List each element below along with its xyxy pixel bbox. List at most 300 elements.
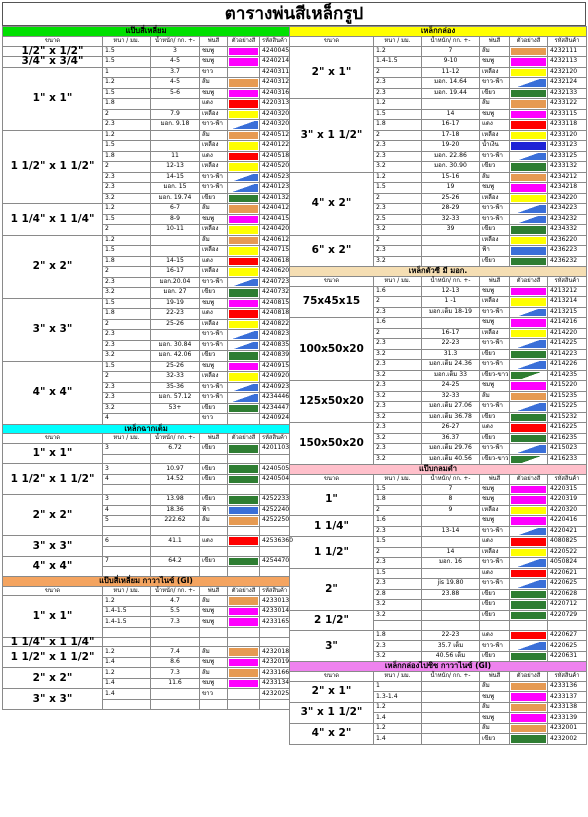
weight-cell	[422, 600, 480, 611]
size-cell: 4" x 2"	[290, 172, 374, 235]
color-name-cell: ขาว-ฟ้า	[480, 526, 510, 537]
color-swatch	[511, 361, 546, 369]
color-swatch-cell	[510, 702, 548, 713]
color-name-cell: ขาว-ฟ้า	[480, 641, 510, 652]
table-row	[3, 668, 290, 679]
product-code-cell: 4232002	[548, 734, 587, 745]
color-swatch-cell	[510, 318, 548, 329]
color-swatch	[511, 414, 546, 422]
table-row	[290, 318, 587, 329]
color-swatch-cell	[510, 713, 548, 724]
color-swatch-cell	[510, 734, 548, 745]
thickness-cell: 2.3	[374, 339, 422, 350]
table-row	[290, 172, 587, 183]
color-swatch	[511, 288, 546, 296]
product-code-cell: 4240412	[260, 204, 290, 215]
header-thick: หนา / มม.	[103, 36, 151, 46]
product-code-cell: 4201103	[260, 444, 290, 455]
color-swatch	[229, 669, 258, 677]
color-swatch-cell	[228, 277, 260, 288]
color-swatch	[229, 226, 258, 234]
product-code-cell: 4216235	[548, 433, 587, 444]
weight-cell: 22-23	[422, 630, 480, 641]
weight-cell	[422, 621, 480, 631]
size-cell: 125x50x20	[290, 381, 374, 423]
product-code-cell	[260, 546, 290, 556]
color-swatch	[229, 394, 258, 402]
thickness-cell	[103, 627, 151, 637]
header-color: พ่นสี	[480, 276, 510, 286]
weight-cell: 35.7 เต็ม	[422, 641, 480, 652]
table-row	[3, 361, 290, 372]
color-swatch	[229, 415, 258, 423]
header-size: ขนาด	[290, 474, 374, 484]
weight-cell	[422, 692, 480, 703]
weight-cell: 36.37	[422, 433, 480, 444]
color-name-cell: เขียว	[480, 433, 510, 444]
color-name-cell: ขาว-ฟ้า	[480, 78, 510, 89]
color-swatch-cell	[510, 381, 548, 392]
thickness-cell: 1.8	[374, 120, 422, 131]
color-swatch-cell	[510, 402, 548, 413]
thickness-cell: 1.4-1.5	[103, 606, 151, 617]
product-code-cell: 4214225	[548, 339, 587, 350]
thickness-cell: 1.8	[103, 99, 151, 110]
color-swatch	[229, 558, 258, 566]
color-swatch-cell	[510, 235, 548, 246]
color-swatch-cell	[510, 681, 548, 692]
thickness-cell: 1.4	[103, 657, 151, 668]
header-thick: หนา / มม.	[103, 586, 151, 596]
table-row	[3, 647, 290, 658]
color-swatch-cell	[510, 57, 548, 68]
weight-cell	[422, 723, 480, 734]
table-row	[3, 536, 290, 547]
color-name-cell: ส้ม	[480, 681, 510, 692]
weight-cell: 39	[422, 225, 480, 236]
weight-cell: มอก. 30.90	[422, 162, 480, 173]
color-swatch	[511, 330, 546, 338]
color-swatch	[511, 142, 546, 150]
table-row	[290, 99, 587, 110]
weight-cell	[151, 627, 200, 637]
product-code-cell: 4240415	[260, 214, 290, 225]
color-name-cell: แดง	[200, 256, 228, 267]
weight-cell: มอก.เต็ม 40.56	[422, 454, 480, 465]
product-code-cell: 4233139	[548, 713, 587, 724]
weight-cell: 16-17	[422, 328, 480, 339]
product-code-cell: 4232001	[548, 723, 587, 734]
table-row	[3, 556, 290, 567]
header-weight: น้ำหนัก/ กก. +-	[422, 474, 480, 484]
table-row	[3, 596, 290, 607]
product-code-cell	[260, 485, 290, 495]
color-swatch	[229, 363, 258, 371]
color-swatch-cell	[510, 558, 548, 569]
product-code-cell: 4220421	[548, 526, 587, 537]
thickness-cell: 3.2	[103, 193, 151, 204]
weight-cell: 9-10	[422, 57, 480, 68]
weight-cell: มอก.เต็ม 29.76	[422, 444, 480, 455]
thickness-cell	[103, 454, 151, 464]
color-swatch-cell	[228, 141, 260, 152]
product-code-cell: 4220729	[548, 610, 587, 621]
color-swatch-cell	[510, 412, 548, 423]
color-name-cell: แดง	[480, 568, 510, 579]
weight-cell: 6-7	[151, 204, 200, 215]
color-name-cell: ขาว-ฟ้า	[200, 172, 228, 183]
color-swatch	[511, 111, 546, 119]
thickness-cell: 1.5	[374, 537, 422, 548]
weight-cell	[422, 516, 480, 527]
color-swatch-cell	[228, 319, 260, 330]
color-name-cell: ชมพู	[480, 109, 510, 120]
thickness-cell: 1.6	[374, 516, 422, 527]
section-title: เหล็กตัวซี มี มอก.	[290, 267, 587, 277]
thickness-cell: 3.2	[374, 454, 422, 465]
header-row	[290, 276, 587, 286]
color-swatch-cell	[510, 141, 548, 152]
table-row	[290, 610, 587, 621]
color-swatch	[229, 132, 258, 140]
weight-cell	[422, 568, 480, 579]
color-name-cell: ฟ้า	[480, 246, 510, 257]
color-swatch-cell	[228, 393, 260, 404]
product-code-cell	[260, 637, 290, 647]
product-code-cell: 4234212	[548, 172, 587, 183]
thickness-cell: 6	[103, 536, 151, 547]
color-swatch	[229, 289, 258, 297]
thickness-cell: 2	[374, 297, 422, 308]
size-cell: 2" x 2"	[3, 495, 103, 536]
color-name-cell: เขียว	[200, 403, 228, 414]
product-code-cell: 4232124	[548, 78, 587, 89]
color-name-cell: ฟ้า	[200, 505, 228, 516]
color-swatch-cell	[228, 382, 260, 393]
color-swatch-cell	[228, 183, 260, 194]
section-title-row	[3, 576, 290, 586]
product-code-cell: 4220621	[548, 568, 587, 579]
thickness-cell: 1.5	[103, 298, 151, 309]
section-title: เหล็กฉากเต็ม	[3, 424, 290, 434]
product-code-cell: 4233132	[548, 162, 587, 173]
product-code-cell: 42536360	[260, 536, 290, 547]
header-swatch: ตัวอย่างสี	[510, 672, 548, 682]
header-code: รหัสสินค้า	[260, 586, 290, 596]
product-code-cell: 4234447	[260, 403, 290, 414]
product-code-cell: 4240420	[260, 225, 290, 236]
color-swatch-cell	[510, 391, 548, 402]
color-swatch	[229, 237, 258, 245]
product-code-cell	[260, 454, 290, 464]
color-name-cell: แดง	[200, 536, 228, 547]
color-swatch-cell	[228, 46, 260, 57]
weight-cell: มอก.เต็ม 33	[422, 370, 480, 381]
size-cell: 1" x 1"	[3, 67, 103, 130]
thickness-cell: 3.2	[103, 403, 151, 414]
header-weight: น้ำหนัก/ กก. +-	[151, 586, 200, 596]
color-swatch	[511, 704, 546, 712]
color-name-cell: ชมพู	[200, 361, 228, 372]
color-name-cell: เขียว	[480, 225, 510, 236]
color-swatch	[511, 538, 546, 546]
color-swatch	[511, 351, 546, 359]
color-swatch-cell	[510, 162, 548, 173]
weight-cell: 35-36	[151, 382, 200, 393]
left-column	[2, 26, 294, 710]
color-name-cell: เขียว	[200, 464, 228, 475]
color-name-cell: เหลือง	[200, 141, 228, 152]
color-name-cell: เหลือง	[200, 109, 228, 120]
weight-cell	[151, 141, 200, 152]
color-name-cell: ชมพู	[200, 57, 228, 68]
color-swatch-cell	[228, 309, 260, 320]
table-row	[3, 444, 290, 455]
color-swatch	[229, 174, 258, 182]
thickness-cell: 2.3	[374, 444, 422, 455]
product-code-cell: 4220625	[548, 641, 587, 652]
color-swatch	[511, 653, 546, 661]
size-cell: 3" x 3"	[3, 689, 103, 709]
color-swatch-cell	[228, 505, 260, 516]
thickness-cell	[103, 546, 151, 556]
color-name-cell: ชมพู	[480, 318, 510, 329]
header-weight: น้ำหนัก/ กก. +-	[422, 276, 480, 286]
product-code-cell: 4240915	[260, 361, 290, 372]
color-name-cell: เหลือง	[200, 162, 228, 173]
color-name-cell: เหลือง	[480, 193, 510, 204]
thickness-cell: 2.3	[374, 558, 422, 569]
color-swatch	[229, 352, 258, 360]
color-name-cell: ขาว-ฟ้า	[480, 444, 510, 455]
color-swatch-cell	[228, 596, 260, 607]
size-cell: 1 1/2" x 1 1/2"	[3, 130, 103, 204]
weight-cell	[422, 99, 480, 110]
color-name-cell: ขาว	[200, 414, 228, 425]
color-swatch-cell	[510, 307, 548, 318]
color-name-cell	[200, 485, 228, 495]
weight-cell: 16-17	[422, 120, 480, 131]
section-title: แป๊บสี่เหลี่ยม	[3, 27, 290, 37]
color-swatch-cell	[228, 88, 260, 99]
color-name-cell: ชมพู	[480, 713, 510, 724]
color-swatch-cell	[228, 556, 260, 567]
header-code: รหัสสินค้า	[260, 36, 290, 46]
table-row	[290, 568, 587, 579]
product-code-cell	[260, 526, 290, 536]
product-code-cell: 4220313	[260, 99, 290, 110]
header-size: ขนาด	[290, 276, 374, 286]
color-name-cell: น้ำเงิน	[480, 141, 510, 152]
color-name-cell: ขาว-ฟ้า	[480, 214, 510, 225]
color-swatch-cell	[510, 297, 548, 308]
weight-cell: มอก.เต็ม 36.78	[422, 412, 480, 423]
color-name-cell: แดง	[480, 120, 510, 131]
table-row	[290, 723, 587, 734]
section-title: เหล็กกล่องไปซิซ กาวาไนซ์ (GI)	[290, 662, 587, 672]
product-code-cell: 4213212	[548, 286, 587, 297]
thickness-cell: 1.2	[374, 46, 422, 57]
product-code-cell: 4080825	[548, 537, 587, 548]
color-swatch	[229, 90, 258, 98]
product-code-cell: 4240822	[260, 319, 290, 330]
color-name-cell: ขาว-ฟ้า	[200, 382, 228, 393]
thickness-cell	[103, 485, 151, 495]
color-swatch-cell	[510, 183, 548, 194]
product-code-cell: 4220315	[548, 484, 587, 495]
table-row	[3, 57, 290, 68]
product-code-cell: 4240132	[260, 193, 290, 204]
weight-cell	[151, 454, 200, 464]
color-name-cell: ขาว-ฟ้า	[480, 579, 510, 590]
color-name-cell: เหลือง	[480, 67, 510, 78]
thickness-cell: 2.3	[374, 381, 422, 392]
weight-cell: 11.6	[151, 678, 200, 689]
color-swatch-cell	[510, 423, 548, 434]
header-size: ขนาด	[3, 434, 103, 444]
color-name-cell: ขาว	[200, 67, 228, 78]
thickness-cell: 1.4	[103, 689, 151, 700]
size-cell: 2" x 2"	[3, 668, 103, 689]
color-swatch-cell	[228, 57, 260, 68]
thickness-cell: 2	[103, 162, 151, 173]
product-code-cell: 4213214	[548, 297, 587, 308]
thickness-cell	[103, 699, 151, 709]
color-name-cell: เขียว-ขาว	[480, 370, 510, 381]
thickness-cell: 2.3	[374, 641, 422, 652]
color-swatch-cell	[510, 256, 548, 267]
header-row	[3, 434, 290, 444]
color-swatch-cell	[228, 678, 260, 689]
thickness-cell: 3.2	[374, 391, 422, 402]
thickness-cell: 2.3	[374, 579, 422, 590]
color-name-cell: เขียว	[200, 351, 228, 362]
color-name-cell: ขาว-ฟ้า	[200, 183, 228, 194]
color-name-cell: ส้ม	[200, 596, 228, 607]
weight-cell: มอก. 19.74	[151, 193, 200, 204]
color-swatch	[229, 384, 258, 392]
color-name-cell: ชมพู	[480, 484, 510, 495]
color-swatch-cell	[228, 214, 260, 225]
thickness-cell: 4	[103, 505, 151, 516]
product-code-cell: 4240732	[260, 288, 290, 299]
header-row	[290, 36, 587, 46]
product-code-cell: 4220320	[548, 505, 587, 516]
right-column	[289, 26, 586, 745]
color-swatch-cell	[228, 246, 260, 257]
weight-cell	[422, 318, 480, 329]
table-row	[290, 484, 587, 495]
color-swatch-cell	[228, 637, 260, 647]
thickness-cell: 2.3	[374, 151, 422, 162]
weight-cell: 1 -1	[422, 297, 480, 308]
thickness-cell: 3.2	[374, 412, 422, 423]
color-swatch-cell	[228, 454, 260, 464]
color-name-cell: ชมพู	[200, 617, 228, 628]
color-swatch	[511, 393, 546, 401]
thickness-cell: 1.5	[103, 46, 151, 57]
size-cell: 2"	[290, 568, 374, 610]
thickness-cell: 2.3	[374, 423, 422, 434]
product-code-cell: 4252250	[260, 516, 290, 527]
product-code-cell: 4234332	[548, 225, 587, 236]
weight-cell: มอก. 42.06	[151, 351, 200, 362]
color-swatch-cell	[510, 433, 548, 444]
product-code-cell: 4240122	[260, 141, 290, 152]
weight-cell	[151, 99, 200, 110]
thickness-cell: 1.2	[103, 647, 151, 658]
color-name-cell: แดง	[200, 99, 228, 110]
weight-cell: 14-15	[151, 172, 200, 183]
color-name-cell	[480, 621, 510, 631]
weight-cell: มอก. 22.86	[422, 151, 480, 162]
table-row	[290, 681, 587, 692]
color-name-cell: ชมพู	[480, 381, 510, 392]
product-code-cell: 4232133	[548, 88, 587, 99]
product-code-cell: 4240612	[260, 235, 290, 246]
thickness-cell: 2.3	[103, 393, 151, 404]
color-swatch	[229, 300, 258, 308]
color-swatch-cell	[228, 267, 260, 278]
thickness-cell: 2	[374, 130, 422, 141]
color-name-cell: เหลือง	[480, 328, 510, 339]
color-name-cell: ขาว-ฟ้า	[200, 330, 228, 341]
thickness-cell: 3.2	[374, 162, 422, 173]
color-name-cell: ส้ม	[200, 668, 228, 679]
color-swatch	[229, 648, 258, 656]
product-code-cell: 4233166	[260, 668, 290, 679]
color-name-cell: เขียว	[480, 734, 510, 745]
thickness-cell: 2	[374, 235, 422, 246]
color-name-cell: ชมพู	[200, 678, 228, 689]
product-code-cell: 4214220	[548, 328, 587, 339]
thickness-cell: 3.2	[374, 651, 422, 662]
color-name-cell: ขาว-ฟ้า	[480, 151, 510, 162]
color-swatch	[511, 559, 546, 567]
header-color: พ่นสี	[480, 474, 510, 484]
product-code-cell: 4233165	[260, 617, 290, 628]
color-swatch	[511, 184, 546, 192]
weight-cell: 3	[151, 46, 200, 57]
color-name-cell: ขาว-ฟ้า	[480, 204, 510, 215]
color-swatch	[229, 163, 258, 171]
thickness-cell: 1.5	[103, 246, 151, 257]
color-swatch	[511, 445, 546, 453]
color-name-cell: แดง	[200, 309, 228, 320]
color-swatch-cell	[228, 657, 260, 668]
color-name-cell: ขาว-ฟ้า	[200, 120, 228, 131]
color-swatch	[229, 331, 258, 339]
thickness-cell: 1.2	[374, 99, 422, 110]
section-title: เหล็กกล่อง	[290, 27, 587, 37]
color-swatch	[511, 258, 546, 266]
color-name-cell: ส้ม	[480, 391, 510, 402]
weight-cell: 32-33	[422, 214, 480, 225]
weight-cell: 7.3	[151, 668, 200, 679]
weight-cell: 19-19	[151, 298, 200, 309]
product-code-cell: 4240311	[260, 67, 290, 78]
color-name-cell	[200, 546, 228, 556]
thickness-cell: 1.5	[103, 141, 151, 152]
color-swatch	[229, 205, 258, 213]
header-row	[290, 474, 587, 484]
thickness-cell: 3	[103, 464, 151, 475]
color-swatch	[511, 195, 546, 203]
color-swatch-cell	[510, 214, 548, 225]
weight-cell: มอก.เต็ม 24.36	[422, 360, 480, 371]
product-code-cell: 4234218	[548, 183, 587, 194]
product-code-cell: 4240620	[260, 267, 290, 278]
